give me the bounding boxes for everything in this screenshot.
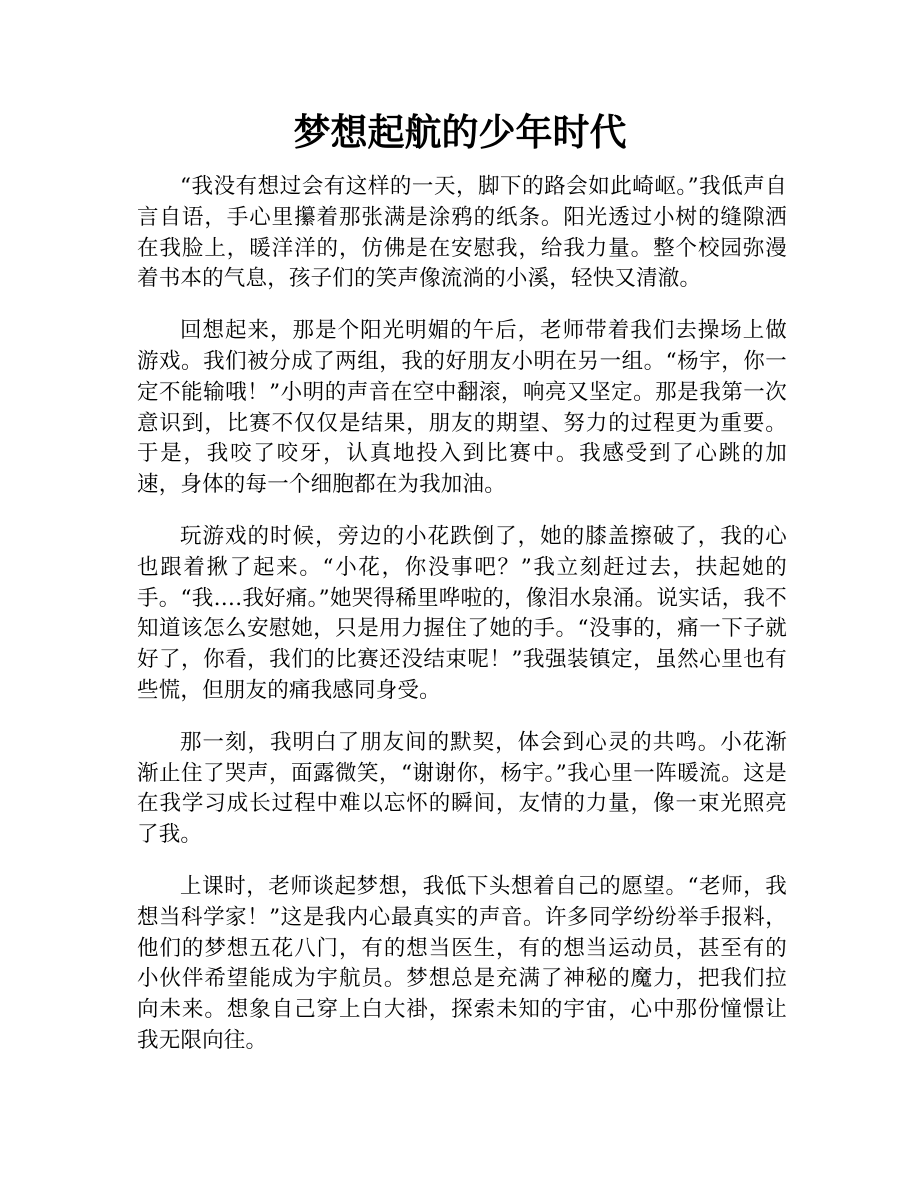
document-body <box>137 172 787 1078</box>
paragraph-5: 上课时，老师谈起梦想，我低下头想着自己的愿望。“老师，我想当科学家！”这是我内心最真实的声音。许多同学纷纷举手报料，他们的梦想五花八门，有的想当医生，有的想当运动员，甚至有的小伙伴希望能成为宇航员。梦想总是充满了神秘的魔力，把我们拉向未来。想象自己穿上白大褂，探索未知的宇宙，心中那份憧憬让我无限向往。 <box>137 873 787 1053</box>
document-title: 梦想起航的少年时代 <box>293 111 627 154</box>
paragraph-3: 玩游戏的时候，旁边的小花跌倒了，她的膝盖擦破了，我的心也跟着揪了起来。“小花，你没事吧？”我立刻赶过去，扶起她的手。“我….我好痛。”她哭得稀里哗啦的，像泪水泉涌。说实话，我不知道该怎么安慰她，只是用力握住了她的手。“没事的，痛一下子就好了，你看，我们的比赛还没结束呢！”我强装镇定，虽然心里也有些慌，但朋友的痛我感同身受。 <box>137 523 787 703</box>
paragraph-1: “我没有想过会有这样的一天，脚下的路会如此崎岖。”我低声自言自语，手心里攥着那张满是涂鸦的纸条。阳光透过小树的缝隙洒在我脸上，暖洋洋的，仿佛是在安慰我，给我力量。整个校园弥漫着书本的气息，孩子们的笑声像流淌的小溪，轻快又清澈。 <box>137 174 787 292</box>
paragraph-2: 回想起来，那是个阳光明媚的午后，老师带着我们去操场上做游戏。我们被分成了两组，我的好朋友小明在另一组。“杨宇，你一定不能输哦！”小明的声音在空中翻滚，响亮又坚定。那是我第一次意识到，比赛不仅仅是结果，朋友的期望、努力的过程更为重要。于是，我咬了咬牙，认真地投入到比赛中。我感受到了心跳的加速，身体的每一个细胞都在为我加油。 <box>137 318 787 498</box>
paragraph-4: 那一刻，我明白了朋友间的默契，体会到心灵的共鸣。小花渐渐止住了哭声，面露微笑，“谢谢你，杨宇。”我心里一阵暖流。这是在我学习成长过程中难以忘怀的瞬间，友情的力量，像一束光照亮了我。 <box>137 729 787 848</box>
